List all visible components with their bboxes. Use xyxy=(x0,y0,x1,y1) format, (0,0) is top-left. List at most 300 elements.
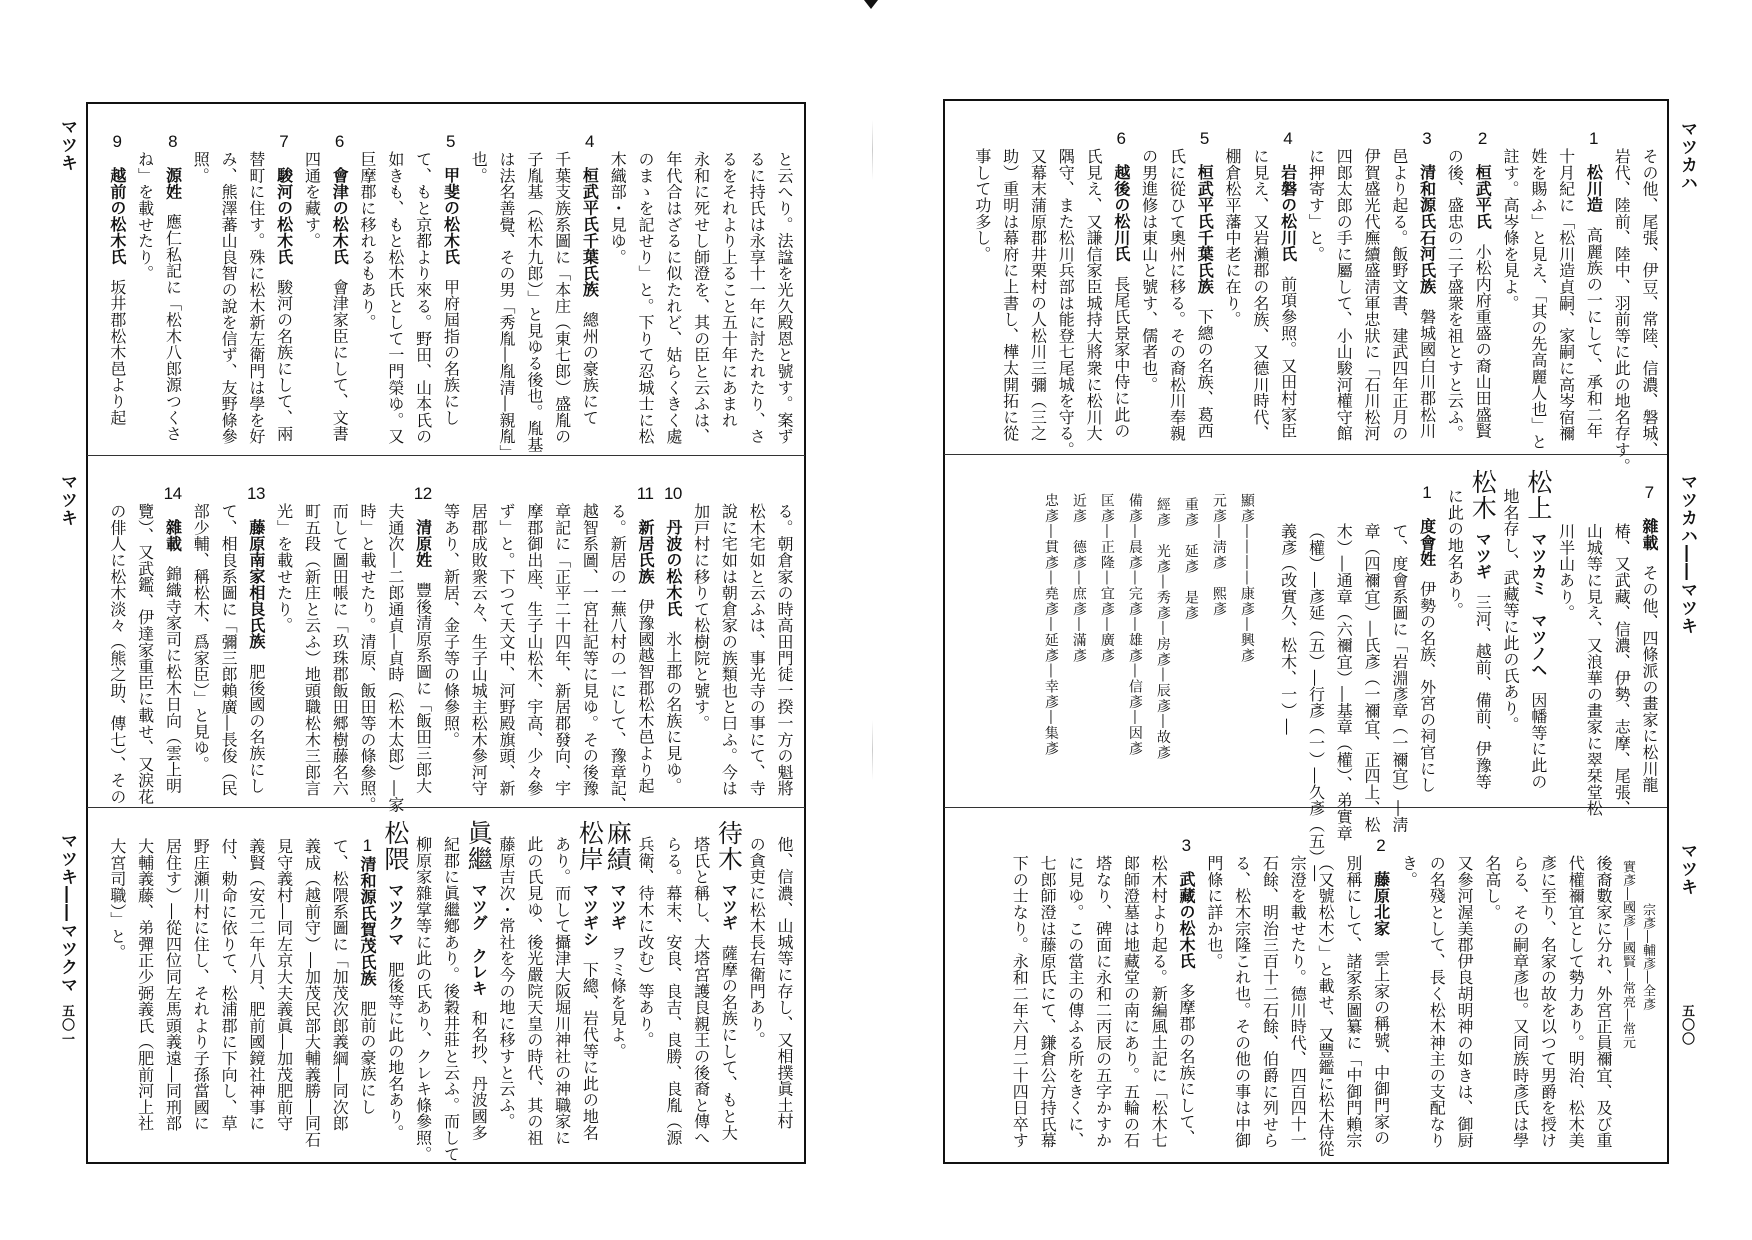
text-line: 大輔義藤、弟彈正少弼義氏（肥前河上社 xyxy=(135,838,155,1132)
numbered-entry-column xyxy=(1468,101,1496,453)
genealogy-entry: 近彥 德彥―庶彥―滿彥 xyxy=(1070,493,1087,664)
numbered-entry-column xyxy=(1367,808,1395,1162)
text-line: 等あり、新居、金子等の條參照。 xyxy=(441,503,461,748)
headword-column xyxy=(715,808,743,1161)
text-line: 彥に至り、名家の故を以つて男爵を授け xyxy=(1538,855,1558,1149)
text-column xyxy=(1506,808,1534,1162)
text-column xyxy=(103,456,131,806)
numbered-entry-column xyxy=(437,104,465,454)
entry-subheading: 武藏の松木氏 xyxy=(1177,871,1197,969)
headword-reading: マツグ クレキ xyxy=(469,882,489,997)
numbered-entry-column xyxy=(270,104,298,454)
text-column xyxy=(603,456,631,813)
text-line: あり。而して攝津大阪堀川神社の神職家に xyxy=(552,836,572,1146)
text-line: 和名抄、丹波國多 xyxy=(469,1010,489,1141)
headword: 麻績 xyxy=(603,820,633,872)
headword-column xyxy=(576,808,604,1161)
text-line: 義成（越前守）―加茂民部大輔義勝―同石 xyxy=(302,838,322,1148)
text-column xyxy=(298,456,326,806)
text-line: 藤原吉次・常社を今の地に移すと云ふ。 xyxy=(497,836,517,1130)
text-column xyxy=(131,456,159,806)
text-line: 松木宅如と云ふは、事光寺の事にて、寺 xyxy=(747,503,767,797)
text-line: 光」を載せたり。 xyxy=(274,503,294,634)
text-line: は法名善覺、その男「秀胤―胤清―親胤」 xyxy=(497,151,517,461)
text-line: 野庄瀬川村に住し、それより子孫當國に xyxy=(191,838,211,1132)
text-line: て、松隈系圖に「加茂次郎義綱―同次郎 xyxy=(330,838,350,1132)
text-line: 町五段（新庄と云ふ）地頭職松木三郎言 xyxy=(302,503,322,797)
text-line: 塔なり、碑面に永和二丙辰の五字かすか xyxy=(1093,855,1113,1149)
text-column xyxy=(1329,101,1357,453)
text-line: らる。幕末、安良、良吉、良勝、良胤（源 xyxy=(663,836,683,1146)
text-line: 照。 xyxy=(191,151,211,184)
text-line: て、度會系圖に「岩淵彥章（一禰宜）―淸 xyxy=(1389,523,1409,833)
text-line: 小松内府重盛の裔山田盛賢 xyxy=(1473,243,1493,439)
entry-number: 1 xyxy=(362,836,372,855)
headword-reading: マツギシ xyxy=(580,882,600,948)
text-column xyxy=(603,104,631,454)
text-column xyxy=(1302,455,1330,882)
text-column xyxy=(298,808,326,1161)
text-line: 氷上郡の名族に見ゆ。 xyxy=(663,630,683,794)
text-line: と云へり。法諡を光久殿恩と號す。案ず xyxy=(775,151,794,445)
running-header-top: マツカハ xyxy=(1677,120,1697,192)
text-line: その他、尾張、伊豆、常陸、信濃、磐城、 xyxy=(1640,148,1659,458)
right-middle-text-band xyxy=(947,455,1665,882)
text-column xyxy=(186,104,214,454)
text-line: 越智系圖、一宮社記等に見ゆ。その後豫 xyxy=(580,503,600,797)
text-line: る。朝倉家の時高田門徒一揆一方の魁將 xyxy=(775,503,794,797)
text-column xyxy=(1450,808,1478,1162)
text-column xyxy=(687,104,715,454)
text-column xyxy=(631,104,659,454)
numbered-entry-column xyxy=(409,456,437,806)
text-column xyxy=(381,456,409,813)
text-column xyxy=(1385,455,1413,833)
entry-subheading: 桓武平氏千葉氏族 xyxy=(580,167,600,298)
text-column xyxy=(1478,808,1506,1162)
entry-subheading: 松川造 xyxy=(1584,164,1604,213)
text-column xyxy=(1246,101,1274,453)
text-line: 註す。高岑條を見よ。 xyxy=(1501,148,1521,311)
entry-subheading: 藤原北家 xyxy=(1371,871,1391,937)
text-column xyxy=(715,104,743,454)
text-column xyxy=(186,808,214,1161)
text-column xyxy=(687,456,715,806)
text-line: 門條に詳か也。 xyxy=(1204,855,1224,970)
entry-subheading: 駿河の松木氏 xyxy=(274,167,294,265)
text-column xyxy=(1496,101,1524,453)
entry-number: 10 xyxy=(663,484,682,503)
text-column xyxy=(1357,101,1385,453)
genealogy-entry: 元彥―淸彥 熙彥 xyxy=(1210,493,1227,617)
text-line: 也。 xyxy=(469,151,489,184)
text-column xyxy=(214,456,242,806)
chart-gap xyxy=(1260,455,1274,806)
text-line: 柳原家雜掌等に此の氏あり、クレキ條參照。 xyxy=(413,836,433,1162)
genealogy-column xyxy=(1148,455,1176,806)
text-column xyxy=(1580,455,1608,817)
text-line: 名高し。 xyxy=(1482,855,1502,921)
text-column xyxy=(1089,808,1117,1162)
text-column xyxy=(1051,101,1079,458)
text-column xyxy=(1534,808,1562,1162)
text-line: 又參河渥美郡伊良胡明神の如きは、御厨 xyxy=(1455,855,1475,1149)
text-line: 如きも、もと松木氏として一門榮ゆ。又 xyxy=(385,151,405,445)
spine-ornament xyxy=(864,0,878,9)
text-line: 此の氏見ゆ、後光嚴院天皇の時代、其の祖 xyxy=(524,836,544,1146)
text-column xyxy=(1329,455,1357,841)
running-header-bottom: マツキ――マツクマ xyxy=(57,832,77,994)
numbered-entry-column xyxy=(631,456,659,806)
entry-subheading: 越後の松川氏 xyxy=(1111,164,1131,262)
text-column xyxy=(1635,101,1663,458)
text-line: 椿、又武藏、信濃、伊勢、志摩、尾張、 xyxy=(1612,523,1632,817)
text-column xyxy=(1163,101,1191,453)
text-column xyxy=(770,808,798,1161)
text-column xyxy=(159,808,187,1161)
text-line: 應仁私記に「松木八郎源つくさ xyxy=(163,213,183,442)
text-line: 氏見え、又謙信家臣城持大將衆に松川大 xyxy=(1084,148,1104,442)
headword-column xyxy=(603,808,631,1161)
text-line: 高麗族の一にして、承和二年 xyxy=(1584,226,1604,439)
text-line: 會津家臣にして、文書 xyxy=(330,278,350,442)
text-line: る、松木宗隆これ也。その他の事は中御 xyxy=(1232,855,1252,1149)
text-column xyxy=(1339,808,1367,1162)
entry-subheading: 度會姓 xyxy=(1417,518,1437,567)
text-column xyxy=(214,808,242,1161)
entry-subheading: 桓武平氏 xyxy=(1473,164,1493,230)
text-line: の俳人に松木淡々（熊之助、傳七）、その xyxy=(107,503,127,805)
text-column xyxy=(770,456,798,806)
genealogy-column xyxy=(1637,808,1657,1162)
text-line: 伊賀盛光代廡續盛淸軍忠狀に「石川松河 xyxy=(1362,148,1382,442)
genealogy-entry: 宗彥―輔彥―全彥 xyxy=(1640,903,1655,1011)
text-line: 錦織寺家司に松木日向（雲上明 xyxy=(163,565,183,794)
text-column xyxy=(464,104,492,454)
text-line: のまゝを記せり」と。下りて忍城士に松 xyxy=(636,151,656,445)
running-header-bottom: マツキ xyxy=(1677,842,1697,896)
text-line: 十月紀に「松川造貞嗣、家嗣に高岑宿禰 xyxy=(1556,148,1576,442)
text-line: 大宮司職）」と。 xyxy=(107,838,127,961)
text-column xyxy=(1496,455,1524,806)
headword-reading: マツギ xyxy=(719,882,739,931)
text-line: 義賢（安元二年八月、肥前國鏡社神事に xyxy=(246,838,266,1132)
entry-number: 4 xyxy=(585,132,594,151)
text-line: 雲上家の稱號、中御門家の xyxy=(1371,950,1391,1146)
numbered-entry-column xyxy=(1274,101,1302,453)
text-line: る。新居の一蕪八村の一にして、豫章記、 xyxy=(608,503,628,813)
entry-number: 11 xyxy=(636,484,654,503)
text-line: るをそれより上ること五十年にあまれ xyxy=(719,151,739,429)
text-line: ず」と。下つて天文中、河野殿旗頭、新 xyxy=(497,503,517,797)
headword-reading: マツギ xyxy=(1473,531,1493,580)
headword: 待木 xyxy=(714,820,744,872)
entry-number: 5 xyxy=(1199,129,1209,148)
numbered-entry-column xyxy=(159,456,187,806)
text-column xyxy=(242,808,270,1161)
text-column xyxy=(1561,808,1589,1162)
page-gutter xyxy=(872,120,873,1120)
text-line: 薩摩の名族にして、もと大 xyxy=(719,944,739,1141)
page-number: 五〇一 xyxy=(59,1004,74,1046)
text-line: 岩代、陸前、陸中、羽前等に此の地名存す。 xyxy=(1612,148,1632,474)
entry-subheading: 清原姓 xyxy=(413,519,433,568)
text-column xyxy=(437,456,465,806)
text-line: 邑より起る。飯野文書、建武四年正月の xyxy=(1389,148,1409,442)
text-column xyxy=(298,104,326,454)
text-line: 因幡等に此の xyxy=(1528,691,1548,790)
text-column xyxy=(1144,808,1172,1162)
text-line: らる、その嗣章彥也。又同族時彥氏は學 xyxy=(1510,855,1530,1149)
entry-number: 14 xyxy=(163,484,182,503)
text-column xyxy=(464,456,492,806)
text-line: 四郎太郎の手に屬して、小山駿河權守館 xyxy=(1334,148,1354,442)
text-line: 駿河の名族にして、兩 xyxy=(274,278,294,442)
text-line: み、熊澤蕃山良智の說を信ず、友野條參 xyxy=(219,151,239,445)
text-line: 他、信濃、山城等に存し、又相撲眞土村 xyxy=(775,836,794,1130)
text-column xyxy=(131,808,159,1161)
text-column xyxy=(1607,101,1635,474)
entry-number: 12 xyxy=(413,484,432,503)
headword-column xyxy=(1524,455,1552,806)
text-line: 石餘、明治三百十二石餘、伯爵に列せら xyxy=(1260,855,1280,1149)
text-line: 助）重明は幕府に上書し、樺太開拓に從 xyxy=(1000,148,1020,442)
entry-subheading: 岩磐の松川氏 xyxy=(1278,164,1298,262)
text-column xyxy=(353,456,381,813)
headword-column xyxy=(381,808,409,1161)
text-column xyxy=(1079,101,1107,453)
text-line: 下の士なり。永和二年六月二十四日卒す xyxy=(1010,855,1030,1149)
entry-number: 9 xyxy=(112,132,122,151)
entry-number: 1 xyxy=(1589,129,1598,148)
text-column xyxy=(548,808,576,1161)
text-column xyxy=(520,456,548,806)
numbered-entry-column xyxy=(576,104,604,454)
genealogy-entry: 顯彥――――康彥―興彥 xyxy=(1238,493,1255,664)
text-column xyxy=(1061,808,1089,1162)
text-column xyxy=(242,104,270,454)
text-column xyxy=(409,104,437,454)
text-column xyxy=(548,456,576,806)
text-line: 別稱にして、諸家系圖纂に「中御門賴宗 xyxy=(1343,855,1363,1149)
numbered-entry-column xyxy=(1107,101,1135,453)
numbered-entry-column xyxy=(242,456,270,806)
text-line: 付、勅命に依りて、松浦郡に下向し、草 xyxy=(219,838,239,1132)
text-column xyxy=(492,104,520,461)
text-line: 木）―通章（六禰宜）―基章（權）、弟實章 xyxy=(1334,523,1354,841)
text-line: 肥後國の名族にし xyxy=(246,663,266,794)
headword-reading: マツギ xyxy=(608,882,628,931)
numbered-entry-column xyxy=(659,456,687,806)
text-column xyxy=(409,808,437,1161)
text-line: 而して圖田帳に「玖珠郡飯田郷樹藤名六 xyxy=(330,503,350,797)
entry-number: 7 xyxy=(279,132,289,151)
text-line: 義彥（改實久、松木、一）― xyxy=(1278,523,1298,735)
text-line: 三河、越前、備前、伊豫等 xyxy=(1473,593,1493,790)
headword: 眞繼 xyxy=(464,820,494,872)
text-column xyxy=(1228,808,1256,1162)
text-column xyxy=(576,456,604,806)
right-bottom-text-band xyxy=(947,808,1665,1162)
running-header-middle: マツカハ――マツキ xyxy=(1677,473,1697,635)
genealogy-column xyxy=(1036,455,1064,806)
text-line: ね」を載せたり。 xyxy=(135,151,155,282)
text-column xyxy=(270,808,298,1161)
right-top-text-band xyxy=(947,101,1665,474)
text-line: 摩郡御出座、生子山松木、宇高、少々參 xyxy=(524,503,544,797)
entry-subheading: 丹波の松木氏 xyxy=(663,519,683,617)
text-line: の名殘として、長く松木神主の支配なり xyxy=(1427,855,1447,1149)
text-column xyxy=(687,808,715,1161)
text-column xyxy=(131,104,159,454)
text-line: 兵衛、待木に改む）等あり。 xyxy=(636,836,656,1048)
text-column xyxy=(1005,808,1033,1162)
text-line: （權）―彥延（五）―行彥（一）―久彥（五）― xyxy=(1306,523,1326,882)
genealogy-column xyxy=(1092,455,1120,806)
text-column xyxy=(659,104,687,454)
text-column xyxy=(1357,455,1385,833)
entry-number: 3 xyxy=(1422,129,1432,148)
headword: 松木 xyxy=(1468,469,1498,521)
entry-subheading: 源姓 xyxy=(163,167,183,200)
numbered-entry-column xyxy=(1580,101,1608,453)
text-column xyxy=(1283,808,1311,1162)
text-line: き。 xyxy=(1399,855,1419,888)
genealogy-column xyxy=(1176,455,1204,806)
numbered-entry-column xyxy=(159,104,187,454)
text-line: 川半山あり。 xyxy=(1556,523,1576,621)
text-line: 章記に「正平二十四年、新居郡發向、宇 xyxy=(552,503,572,797)
text-column xyxy=(1024,101,1052,453)
text-line: 山城等に見え、又浪華の畫家に翠栞堂松 xyxy=(1584,523,1604,817)
text-column xyxy=(996,101,1024,453)
text-line: 宗澄を載せたり。德川時代、四百四十一 xyxy=(1288,855,1308,1149)
text-line: 四通を藏す。 xyxy=(302,151,322,249)
text-line: 木織部・見ゆ。 xyxy=(608,151,628,266)
text-line: 塔氏と稱し、大塔宮護良親王の後裔と傳へ xyxy=(691,836,711,1146)
entry-number: 2 xyxy=(1376,836,1386,855)
text-line: 隅守、また松川兵部は能登七尾城を守る。 xyxy=(1056,148,1076,458)
entry-subheading: 雜載 xyxy=(1640,518,1659,551)
text-column xyxy=(1274,455,1302,806)
text-line: 伊勢の名族、外宮の祠官にし xyxy=(1417,580,1437,793)
running-header-middle: マツキ xyxy=(57,473,77,527)
text-line: 七郎師澄は藤原氏にて、鎌倉公方持氏幕 xyxy=(1038,855,1058,1149)
left-middle-text-band xyxy=(90,456,802,813)
text-column xyxy=(492,808,520,1161)
text-line: 坂井郡松木邑より起 xyxy=(107,278,127,426)
text-column xyxy=(1441,101,1469,453)
entry-subheading: 甲斐の松木氏 xyxy=(441,167,461,265)
text-line: の男進修は東山と號す、儒者也。 xyxy=(1139,148,1159,393)
text-line: に此の地名あり。 xyxy=(1445,488,1465,619)
numbered-entry-column xyxy=(1413,455,1441,806)
text-line: 永和に死せし師澄を、其の臣と云ふは、 xyxy=(691,151,711,445)
text-column xyxy=(659,808,687,1161)
text-column xyxy=(520,808,548,1161)
text-line: （又號松木）」と載せ、又豐鑑に松木侍從 xyxy=(1316,855,1336,1157)
entry-number: 5 xyxy=(446,132,456,151)
numbered-entry-column xyxy=(1190,101,1218,453)
headword-reading: マツクマ xyxy=(385,882,405,948)
entry-subheading: 桓武平氏千葉氏族 xyxy=(1195,164,1215,295)
numbered-entry-column xyxy=(1172,808,1200,1162)
text-line: 事して功多し。 xyxy=(972,148,992,263)
genealogy-column xyxy=(1120,455,1148,806)
text-column xyxy=(742,808,770,1161)
genealogy-entry: 實彥―國彥―國賢―常亮―常元 xyxy=(1620,860,1635,1049)
text-line: 甲府屆指の名族にし xyxy=(441,278,461,426)
text-column xyxy=(1589,808,1617,1162)
entry-number: 2 xyxy=(1477,129,1487,148)
left-bottom-text-band xyxy=(90,808,802,1161)
entry-subheading: 越前の松木氏 xyxy=(107,167,127,265)
text-column xyxy=(492,456,520,806)
entry-subheading: 清和源氏賀茂氏族 xyxy=(358,856,378,987)
text-line: 郞師澄墓は地藏堂の南にあり。五輪の石 xyxy=(1121,855,1141,1149)
text-column xyxy=(742,456,770,806)
left-top-text-band xyxy=(90,104,802,461)
text-line: 覽）、又武鑑、伊達家重臣に載せ、又涙花 xyxy=(135,503,155,805)
text-line: 松木村より起る。新編風土記に「松木七 xyxy=(1149,855,1169,1149)
headword: 松岸 xyxy=(575,820,605,872)
text-column xyxy=(1607,455,1635,817)
text-column xyxy=(1395,808,1423,1162)
text-column xyxy=(1117,808,1145,1162)
entry-number: 7 xyxy=(1644,483,1654,502)
text-line: の貪吏に松木長右衛門あり。 xyxy=(747,836,767,1048)
genealogy-entry: 備彥―晨彥―完彥―雄彥―信彥―因彥 xyxy=(1126,493,1143,757)
headword-reading: マツカミ マツノヘ xyxy=(1528,531,1548,678)
text-column xyxy=(1311,808,1339,1162)
text-line: 後裔數家に分れ、外宮正員禰宜、及び重 xyxy=(1594,855,1613,1149)
genealogy-column xyxy=(1064,455,1092,806)
genealogy-entry: 經彥 光彥―秀彥―房彥―辰彥―故彥 xyxy=(1154,497,1171,761)
text-column xyxy=(437,808,465,1161)
numbered-entry-column xyxy=(1413,101,1441,453)
text-line: 加戸村に移りて松樹院と號す。 xyxy=(691,503,711,732)
text-line: 替町に住す。殊に松木新左衛門は學を好 xyxy=(246,151,266,445)
entry-number: 8 xyxy=(168,132,178,151)
text-line: に見ゆ。この當主の傳ふる所をきくに、 xyxy=(1065,855,1085,1149)
headword-column xyxy=(1468,455,1496,806)
text-line: その他、四條派の畫家に松川龍 xyxy=(1640,564,1659,793)
entry-number: 6 xyxy=(1116,129,1126,148)
entry-subheading: 藤原南家相良氏族 xyxy=(246,519,266,650)
numbered-entry-column xyxy=(1635,455,1663,806)
text-column xyxy=(631,808,659,1161)
text-line: 下總の名族、葛西 xyxy=(1195,308,1215,439)
entry-subheading: 雜載 xyxy=(163,519,183,552)
text-line: 多摩郡の名族にして、 xyxy=(1177,982,1197,1146)
text-line: 代權禰宜として勢力あり。明治、松木美 xyxy=(1566,855,1586,1149)
text-column xyxy=(1256,808,1284,1162)
entry-number: 1 xyxy=(1422,483,1432,502)
text-column xyxy=(270,456,298,806)
entry-subheading: 新居氏族 xyxy=(636,519,656,585)
text-line: 下總、岩代等に此の地名 xyxy=(580,961,600,1141)
text-line: ヲミ條を見よ。 xyxy=(608,944,628,1060)
numbered-entry-column xyxy=(353,808,381,1161)
text-column xyxy=(742,104,770,454)
genealogy-column xyxy=(1204,455,1232,806)
text-line: るに持氏は永享十一年に討たれたり、さ xyxy=(747,151,767,445)
genealogy-entry: 忠彥―貫彥―堯彥―延彥―幸彥―集彥 xyxy=(1042,493,1059,757)
text-column xyxy=(1441,455,1469,806)
text-column xyxy=(353,104,381,454)
text-line: 肥前の豪族にし xyxy=(358,1000,378,1115)
text-line: 總州の豪族にて xyxy=(580,311,600,426)
